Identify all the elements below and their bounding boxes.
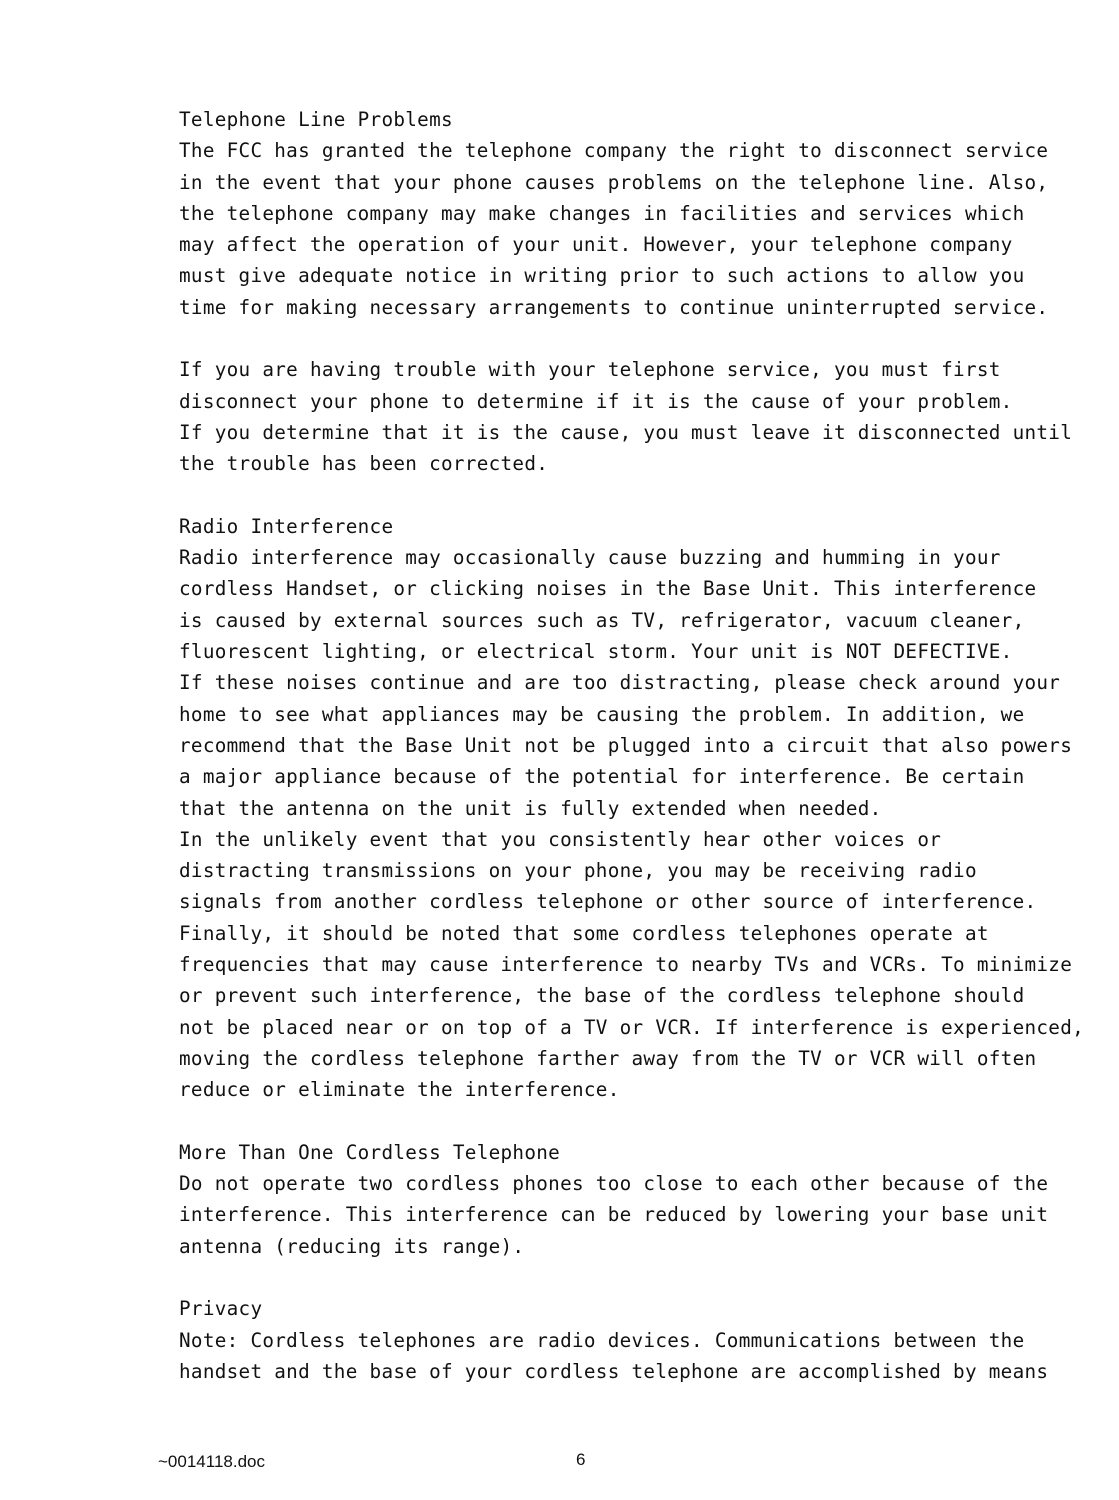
page-content <box>179 104 1085 1418</box>
text-line: time for making necessary arrangements to continue uninterrupted service. <box>179 295 1049 319</box>
text-line: not be placed near or on top of a TV or VCR. If interference is experienced, <box>179 1015 1085 1039</box>
text-line: Note: Cordless telephones are radio devices. Communications between the <box>179 1328 1025 1352</box>
section-heading: Telephone Line Problems <box>179 108 453 131</box>
text-line: Finally, it should be noted that some cordless telephones operate at <box>179 921 989 945</box>
footer-filename: ~0014118.doc <box>158 1452 265 1471</box>
text-line: or prevent such interference, the base of the cordless telephone should <box>179 984 1025 1008</box>
text-line: in the event that your phone causes problems on the telephone line. Also, <box>179 170 1049 194</box>
section-heading: Privacy <box>179 1297 263 1321</box>
text-line: must give adequate notice in writing prior to such actions to allow you <box>179 264 1025 288</box>
paragraph <box>179 1325 1049 1388</box>
paragraph <box>179 542 1073 824</box>
section-telephone-line-problems <box>179 104 1073 480</box>
text-line: handset and the base of your cordless telephone are accomplished by means <box>179 1359 1049 1383</box>
text-line: distracting transmissions on your phone, you may be receiving radio <box>179 859 977 883</box>
text-line: that the antenna on the unit is fully extended when needed. <box>179 796 882 820</box>
text-line: a major appliance because of the potential for interference. Be certain <box>179 765 1025 789</box>
text-line: the telephone company may make changes in facilities and services which <box>179 201 1025 225</box>
section-radio-interference <box>179 511 1085 1106</box>
text-line: interference. This interference can be reduced by lowering your base unit <box>179 1203 1049 1227</box>
section-heading: More Than One Cordless Telephone <box>179 1140 561 1164</box>
paragraph <box>179 824 1085 1106</box>
text-line: recommend that the Base Unit not be plugged into a circuit that also powers <box>179 733 1073 757</box>
text-line: reduce or eliminate the interference. <box>179 1078 620 1102</box>
text-line: If these noises continue and are too distracting, please check around your <box>179 671 1061 695</box>
text-line: disconnect your phone to determine if it is the cause of your problem. <box>179 389 1013 413</box>
paragraph <box>179 1168 1049 1262</box>
paragraph <box>179 135 1049 323</box>
text-line: If you determine that it is the cause, you must leave it disconnected until <box>179 420 1073 444</box>
text-line: moving the cordless telephone farther away from the TV or VCR will often <box>179 1046 1037 1070</box>
text-line: home to see what appliances may be causing the problem. In addition, we <box>179 702 1025 726</box>
text-line: Do not operate two cordless phones too close to each other because of the <box>179 1172 1049 1196</box>
text-line: The FCC has granted the telephone company the right to disconnect service <box>179 139 1049 163</box>
text-line: Radio interference may occasionally cause buzzing and humming in your <box>179 546 1001 570</box>
text-line: the trouble has been corrected. <box>179 452 549 476</box>
text-line: is caused by external sources such as TV, refrigerator, vacuum cleaner, <box>179 608 1025 632</box>
text-line: fluorescent lighting, or electrical storm. Your unit is NOT DEFECTIVE. <box>179 640 1013 664</box>
text-line: signals from another cordless telephone or other source of interference. <box>179 890 1037 914</box>
section-privacy <box>179 1293 1049 1387</box>
text-line: If you are having trouble with your telephone service, you must first <box>179 358 1001 382</box>
text-line: may affect the operation of your unit. However, your telephone company <box>179 233 1013 257</box>
page-number: 6 <box>576 1450 586 1469</box>
text-line: frequencies that may cause interference to nearby TVs and VCRs. To minimize <box>179 953 1073 977</box>
paragraph <box>179 354 1073 479</box>
text-line: antenna (reducing its range). <box>179 1234 525 1258</box>
section-heading: Radio Interference <box>179 514 394 538</box>
section-more-than-one-cordless-telephone <box>179 1137 1049 1262</box>
text-line: cordless Handset, or clicking noises in the Base Unit. This interference <box>179 577 1037 601</box>
text-line: In the unlikely event that you consistently hear other voices or <box>179 827 942 851</box>
